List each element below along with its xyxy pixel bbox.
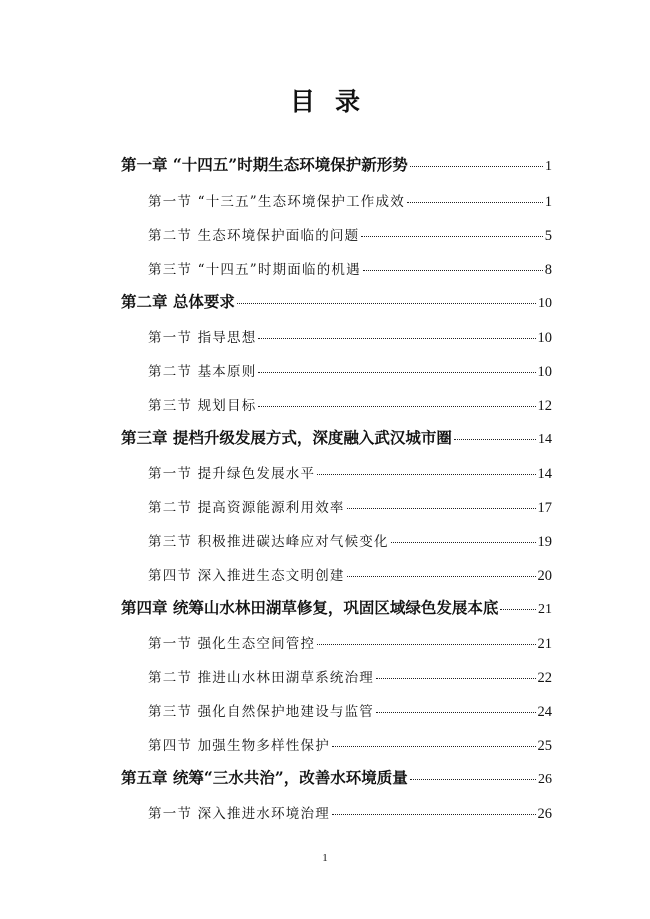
dot-leader	[347, 576, 536, 577]
toc-entry-section[interactable]	[148, 666, 552, 687]
toc-entry-section[interactable]	[148, 326, 552, 347]
toc-entry-label: 第四节 深入推进生态文明创建	[148, 568, 345, 584]
dot-leader	[332, 746, 536, 747]
toc-entry-section[interactable]	[148, 496, 552, 517]
toc-entry-chapter-3[interactable]	[121, 426, 552, 448]
toc-entry-label: 第一节 深入推进水环境治理	[148, 806, 330, 822]
toc-entry-section[interactable]	[148, 564, 552, 585]
toc-entry-page: 8	[544, 262, 552, 278]
page-title: 目录	[289, 87, 380, 116]
toc-entry-label: 第一章 “十四五”时期生态环境保护新形势	[121, 155, 408, 174]
dot-leader	[237, 303, 536, 304]
toc-entry-chapter-4[interactable]	[121, 596, 552, 618]
toc-entry-page: 5	[544, 228, 552, 244]
toc-entry-section[interactable]	[148, 530, 552, 551]
toc-entry-label: 第二节 推进山水林田湖草系统治理	[148, 670, 374, 686]
toc-entry-section[interactable]	[148, 258, 552, 279]
toc-entry-chapter-2[interactable]	[121, 290, 552, 312]
toc-entry-page: 20	[537, 568, 552, 584]
toc-entry-page: 24	[537, 704, 552, 720]
dot-leader	[347, 508, 536, 509]
toc-entry-label: 第三节 强化自然保护地建设与监管	[148, 704, 374, 720]
dot-leader	[361, 236, 542, 237]
toc-entry-section[interactable]	[148, 224, 552, 245]
dot-leader	[454, 439, 536, 440]
toc-entry-page: 26	[537, 806, 552, 822]
toc-entry-label: 第三节 “十四五”时期面临的机遇	[148, 262, 361, 278]
toc-entry-page: 22	[537, 670, 552, 686]
toc-entry-section[interactable]	[148, 700, 552, 721]
dot-leader	[410, 779, 536, 780]
toc-entry-label: 第二节 提高资源能源利用效率	[148, 500, 345, 516]
dot-leader	[258, 406, 535, 407]
toc-entry-page: 14	[538, 432, 552, 447]
toc-entry-label: 第三章 提档升级发展方式，深度融入武汉城市圈	[121, 428, 452, 447]
toc-entry-page: 1	[544, 194, 552, 210]
dot-leader	[317, 644, 535, 645]
toc-entry-label: 第二节 基本原则	[148, 364, 257, 380]
toc-entry-page: 10	[537, 364, 552, 380]
toc-entry-page: 25	[537, 738, 552, 754]
toc-entry-chapter-1[interactable]	[121, 153, 552, 175]
toc-entry-section[interactable]	[148, 802, 552, 823]
toc-entry-page: 21	[537, 636, 552, 652]
toc-entry-label: 第二章 总体要求	[121, 292, 235, 311]
toc-entry-page: 17	[537, 500, 552, 516]
toc-entry-label: 第一节 指导思想	[148, 330, 257, 346]
toc-entry-page: 10	[538, 296, 552, 311]
page-number: 1	[322, 852, 328, 864]
toc-entry-label: 第一节 提升绿色发展水平	[148, 466, 316, 482]
dot-leader	[376, 678, 536, 679]
toc-entry-label: 第三节 规划目标	[148, 398, 257, 414]
toc-entry-label: 第五章 统筹“三水共治”，改善水环境质量	[121, 768, 408, 787]
toc-entry-label: 第一节 强化生态空间管控	[148, 636, 316, 652]
toc-entry-section[interactable]	[148, 394, 552, 415]
toc-entry-section[interactable]	[148, 360, 552, 381]
dot-leader	[258, 338, 535, 339]
toc-entry-section[interactable]	[148, 734, 552, 755]
toc-entry-page: 21	[538, 602, 552, 617]
toc-entry-page: 14	[537, 466, 552, 482]
toc-entry-section[interactable]	[148, 632, 552, 653]
toc-entry-page: 12	[537, 398, 552, 414]
dot-leader	[500, 609, 536, 610]
dot-leader	[363, 270, 543, 271]
dot-leader	[407, 202, 543, 203]
toc-entry-label: 第一节 “十三五”生态环境保护工作成效	[148, 194, 405, 210]
toc-entry-section[interactable]	[148, 190, 552, 211]
dot-leader	[376, 712, 536, 713]
toc-entry-page: 10	[537, 330, 552, 346]
toc-entry-label: 第二节 生态环境保护面临的问题	[148, 228, 360, 244]
dot-leader	[317, 474, 535, 475]
toc-entry-page: 19	[537, 534, 552, 550]
toc-entry-chapter-5[interactable]	[121, 766, 552, 788]
toc-entry-label: 第三节 积极推进碳达峰应对气候变化	[148, 534, 389, 550]
toc-entry-label: 第四章 统筹山水林田湖草修复，巩固区域绿色发展本底	[121, 598, 499, 617]
dot-leader	[332, 814, 536, 815]
dot-leader	[258, 372, 535, 373]
dot-leader	[410, 166, 543, 167]
toc-entry-label: 第四节 加强生物多样性保护	[148, 738, 330, 754]
toc-entry-page: 1	[545, 159, 552, 174]
toc-entry-section[interactable]	[148, 462, 552, 483]
toc-entry-page: 26	[538, 772, 552, 787]
dot-leader	[391, 542, 536, 543]
